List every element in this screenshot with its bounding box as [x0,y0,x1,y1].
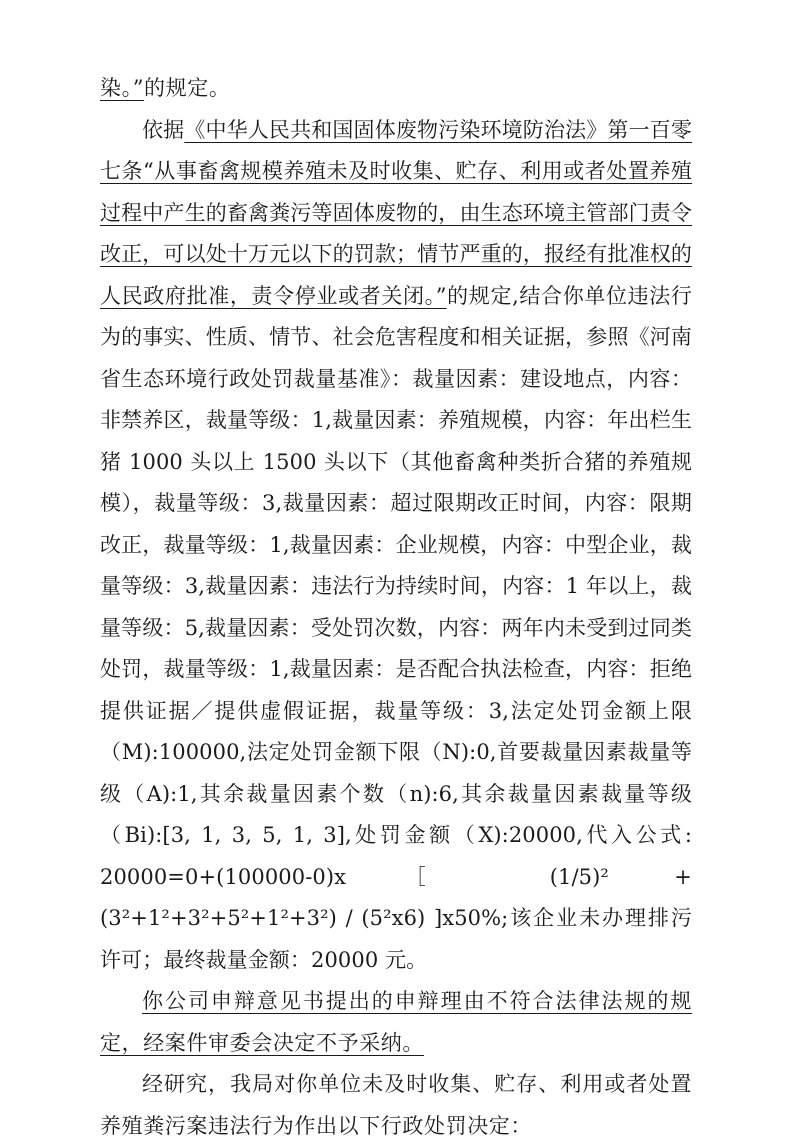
paragraph-conclusion-fragment [100,68,692,110]
paragraph-defense-response [100,981,692,1064]
paragraph-decision-intro [100,1064,692,1147]
underlined-defense-decision: 你公司申辩意见书提出的申辩理由不符合法律法规的规定，经案件审委会决定不予采纳。 [100,989,692,1055]
paragraph-text: 经研究，我局对你单位未及时收集、贮存、利用或者处置养殖粪污案违法行为作出以下行政处罚决定： [100,1072,692,1138]
paragraph-legal-basis [100,110,692,982]
paragraph-lead: 依据 [142,117,185,142]
underlined-law-citation: 《中华人民共和国固体废物污染环境防治法》第一百零七条“从事畜禽规模养殖未及时收集、贮存、利用或者处置养殖过程中产生的畜禽粪污等固体废物的，由生态环境主管部门责令改正，可以处十万元以下的罚款；情节严重的，报经有批准权的人民政府批准，责令停业或者关闭。” [100,117,692,308]
paragraph-body: 的规定,结合你单位违法行为的事实、性质、情节、社会危害程度和相关证据，参照《河南省生态环境行政处罚裁量基准》：裁量因素：建设地点，内容：非禁养区，裁量等级：1,裁量因素：养殖规模，内容：年出栏生猪 1000 头以上 1500 头以下（其他畜禽种类折合猪的养殖规模），裁量等级：3,裁量因素：超过限期改正时间，内容：限期改正，裁量等级：1,裁量因素：企业规模，内容：中型企业，裁量等级：3,裁量因素：违法行为持续时间，内容：1 年以上，裁量等级：5,裁量因素：受处罚次数，内容：两年内未受到过同类处罚，裁量等级：1,裁量因素：是否配合执法检查，内容：拒绝提供证据／提供虚假证据，裁量等级：3,法定处罚金额上限（M):100000,法定处罚金额下限（N):0,首要裁量因素裁量等级（A):1,其余裁量因素个数（n):6,其余裁量因素裁量等级（Bi):[3, 1, 3, 5, 1, 3],处罚金额（X):20000,代入公式: 20000=0+(100000-0)x［ (1/5)² + (3²+1²+3²+5²+1²+3²) / (5²x6) ]x50%;该企业未办理排污许可；最终裁量金额：20000 元。 [100,283,693,972]
paragraph-text: 的规定。 [144,76,231,100]
document-page [100,68,692,1147]
underlined-quote-end: 染。” [100,76,145,100]
